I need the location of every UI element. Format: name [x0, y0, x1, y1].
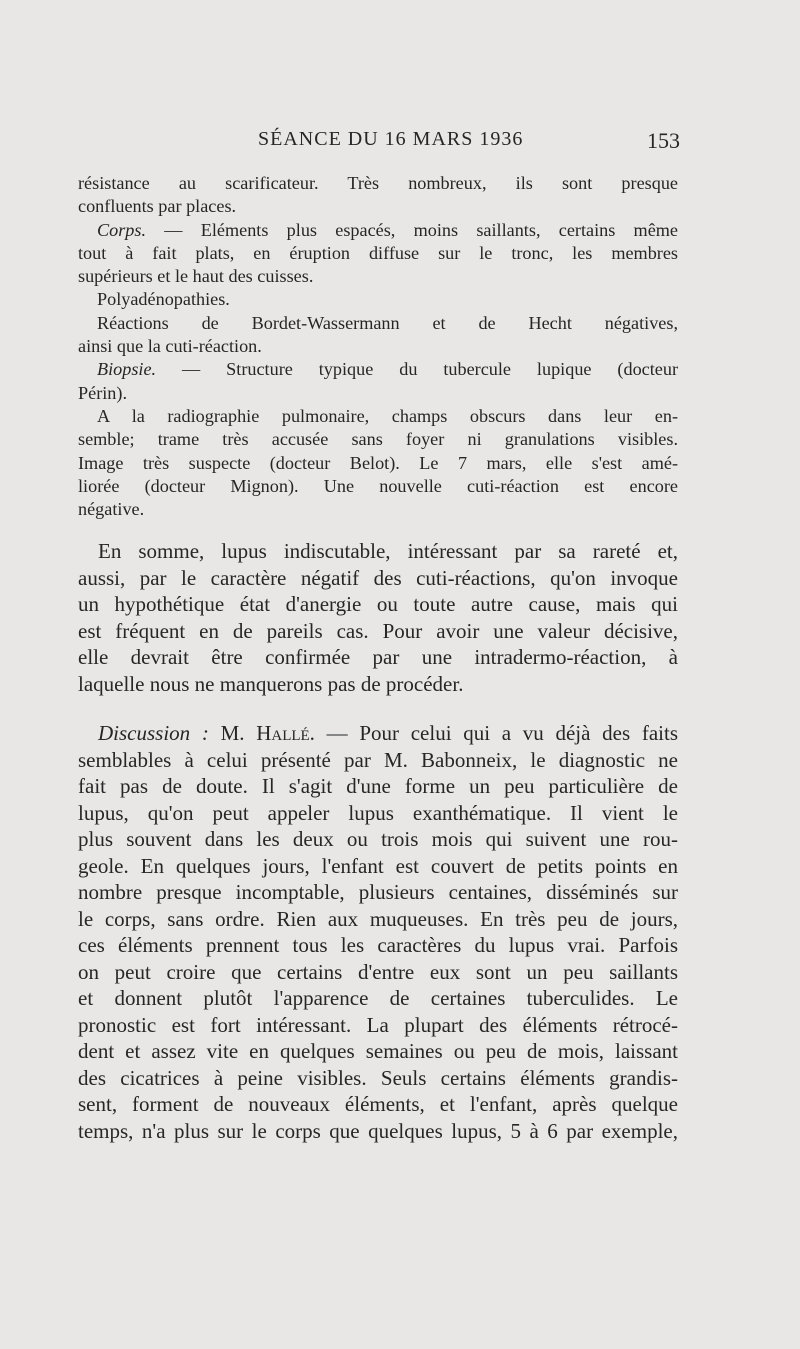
text-line: un hypothétique état d'anergie ou toute autre cause, mais qui	[78, 592, 678, 616]
text-line: semblables à celui présenté par M. Babonneix, le diagnostic ne	[78, 747, 678, 772]
text-line: aussi, par le caractère négatif des cuti-réactions, qu'on invoque	[78, 565, 678, 590]
corps-label: Corps.	[97, 219, 147, 240]
corps-text: — Eléments plus espacés, moins saillants, certains même	[164, 219, 678, 240]
text-line: le corps, sans ordre. Rien aux muqueuses. En très peu de jours,	[78, 906, 678, 931]
text-line: confluents par places.	[78, 196, 237, 217]
discussion-paragraph	[78, 720, 678, 1144]
text-line: geole. En quelques jours, l'enfant est couvert de petits points en	[78, 853, 678, 878]
text-line: résistance au scarificateur. Très nombreux, ils sont presque	[78, 173, 678, 193]
text-line: dent et assez vite en quelques semaines ou peu de mois, laissant	[78, 1039, 678, 1063]
text-line: A la radiographie pulmonaire, champs obscurs dans leur en-	[97, 405, 678, 426]
speaker-name: M. Hallé.	[220, 721, 315, 745]
discussion-first-line: — Pour celui qui a vu déjà des faits	[326, 721, 678, 745]
text-line: fait pas de doute. Il s'agit d'une forme un peu particulière de	[78, 774, 678, 798]
page-number: 153	[647, 128, 680, 153]
text-line: elle devrait être confirmée par une intradermo-réaction, à	[78, 645, 678, 669]
text-line: pronostic est fort intéressant. La plupart des éléments rétrocé-	[78, 1012, 678, 1037]
text-line	[78, 219, 678, 242]
text-line: liorée (docteur Mignon). Une nouvelle cuti-réaction est encore	[78, 475, 678, 496]
text-line: négative.	[78, 499, 145, 520]
biopsie-label: Biopsie.	[97, 359, 157, 380]
biopsie-text: — Structure typique du tubercule lupique (docteur	[182, 359, 679, 380]
text-line: nombre presque incomptable, plusieurs centaines, disséminés sur	[78, 880, 678, 904]
discussion-label: Discussion :	[98, 721, 209, 745]
text-line: et donnent plutôt l'apparence de certaines tuberculides. Le	[78, 986, 678, 1010]
text-line: Périn).	[78, 382, 127, 403]
text-line: ainsi que la cuti-réaction.	[78, 336, 262, 357]
text-line: sent, forment de nouveaux éléments, et l'enfant, après quelque	[78, 1092, 678, 1116]
case-notes	[78, 172, 678, 521]
text-line: tout à fait plats, en éruption diffuse sur le tronc, les membres	[78, 242, 678, 263]
text-line: plus souvent dans les deux ou trois mois qui suivent une rou-	[78, 827, 678, 851]
text-line: supérieurs et le haut des cuisses.	[78, 266, 314, 287]
text-line: En somme, lupus indiscutable, intéressant par sa rareté et,	[98, 539, 678, 563]
text-line: lupus, qu'on peut appeler lupus exanthématique. Il vient le	[78, 800, 678, 825]
text-line	[78, 358, 678, 381]
text-line: laquelle nous ne manquerons pas de procéder.	[78, 671, 464, 696]
text-line: des cicatrices à peine visibles. Seuls certains éléments grandis-	[78, 1065, 678, 1090]
text-line: semble; trame très accusée sans foyer ni granulations visibles.	[78, 429, 678, 450]
text-line: Réactions de Bordet-Wassermann et de Hecht négatives,	[97, 312, 678, 333]
text-line: on peut croire que certains d'entre eux sont un peu saillants	[78, 959, 678, 984]
text-line: est fréquent en de pareils cas. Pour avoir une valeur décisive,	[78, 618, 678, 643]
text-line: Polyadénopathies.	[97, 289, 230, 310]
summary-paragraph	[78, 538, 678, 697]
text-line: ces éléments prennent tous les caractères du lupus vrai. Parfois	[78, 933, 678, 957]
text-line	[78, 720, 678, 747]
running-title: SÉANCE DU 16 MARS 1936	[258, 128, 524, 150]
text-line: Image très suspecte (docteur Belot). Le 7 mars, elle s'est amé-	[78, 452, 678, 473]
text-line: temps, n'a plus sur le corps que quelques lupus, 5 à 6 par exemple,	[78, 1118, 678, 1143]
page-header	[258, 128, 680, 158]
